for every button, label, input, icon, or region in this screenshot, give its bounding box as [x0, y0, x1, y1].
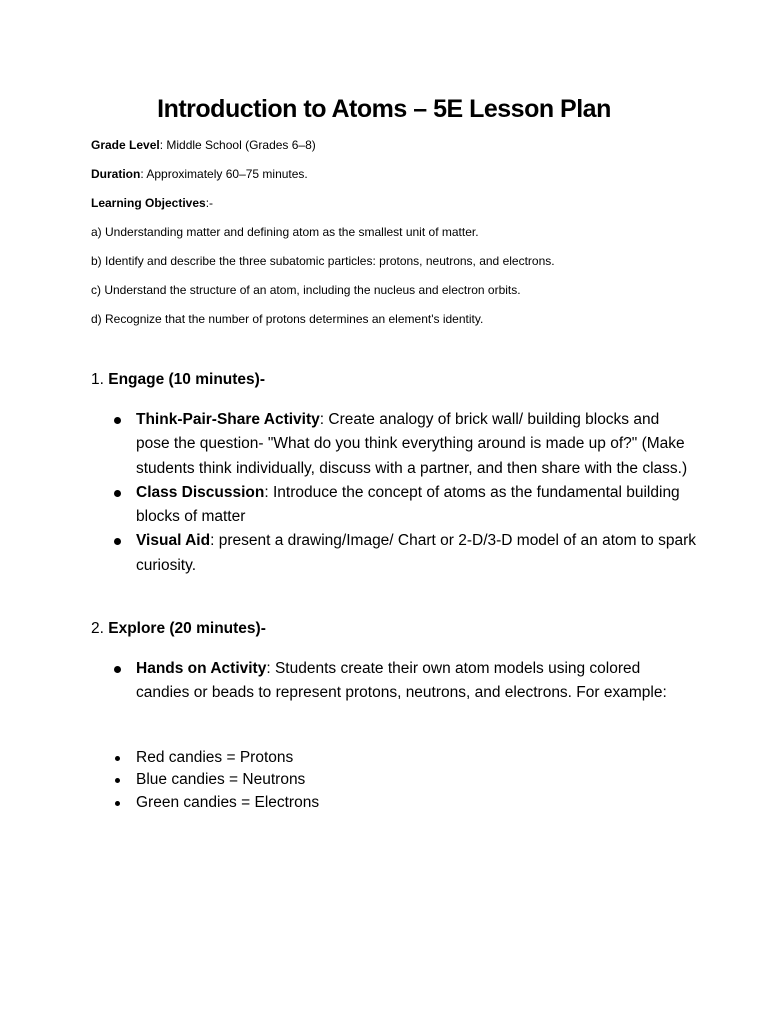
engage-number: 1.: [91, 371, 109, 388]
learning-objectives-suffix: :-: [205, 196, 214, 210]
list-item: [136, 529, 696, 578]
learning-objectives-label: Learning Objectives: [91, 196, 206, 210]
candy-examples-list: [136, 747, 536, 814]
grade-level-label: Grade Level: [91, 138, 160, 152]
engage-list: [136, 408, 696, 578]
objective-item: a) Understanding matter and defining atom as the smallest unit of matter.: [91, 225, 479, 239]
item-text: : Students create their own atom models using colored candies or beads to represent protons, neutrons, and electrons. For example:: [136, 660, 667, 702]
engage-heading: [91, 369, 265, 391]
duration-value: : Approximately 60–75 minutes.: [140, 167, 308, 181]
item-text: : present a drawing/Image/ Chart or 2-D/3-D model of an atom to spark curiosity.: [136, 532, 696, 574]
duration-label: Duration: [91, 167, 141, 181]
objective-item: d) Recognize that the number of protons determines an element's identity.: [91, 312, 484, 326]
explore-number: 2.: [91, 620, 109, 637]
item-label: Hands on Activity: [136, 660, 267, 677]
learning-objectives-heading: [91, 195, 213, 211]
item-label: Think-Pair-Share Activity: [136, 411, 320, 428]
engage-title: Engage (10 minutes)-: [108, 371, 265, 388]
list-item: Green candies = Electrons: [136, 792, 536, 814]
list-item: Blue candies = Neutrons: [136, 769, 536, 791]
explore-list: [136, 657, 696, 706]
objective-item: b) Identify and describe the three subatomic particles: protons, neutrons, and electrons.: [91, 254, 555, 268]
item-label: Visual Aid: [136, 532, 211, 550]
explore-title: Explore (20 minutes)-: [108, 620, 266, 637]
grade-level-value: : Middle School (Grades 6–8): [159, 138, 316, 152]
list-item: Red candies = Protons: [136, 747, 536, 769]
duration-line: [91, 166, 308, 182]
grade-level-line: [91, 137, 316, 153]
item-text: : Create analogy of brick wall/ building blocks and pose the question- "What do you think everything around is made up of?" (Make students think individually, discuss with a partner, and then share with the class.): [136, 411, 688, 477]
explore-heading: [91, 618, 266, 640]
list-item: [136, 408, 696, 481]
item-label: Class Discussion: [136, 483, 265, 501]
list-item: [136, 481, 696, 530]
objective-item: c) Understand the structure of an atom, including the nucleus and electron orbits.: [91, 283, 521, 297]
document-title: Introduction to Atoms – 5E Lesson Plan: [157, 95, 611, 123]
list-item: [136, 657, 696, 706]
item-text: : Introduce the concept of atoms as the fundamental building blocks of matter: [136, 483, 680, 526]
